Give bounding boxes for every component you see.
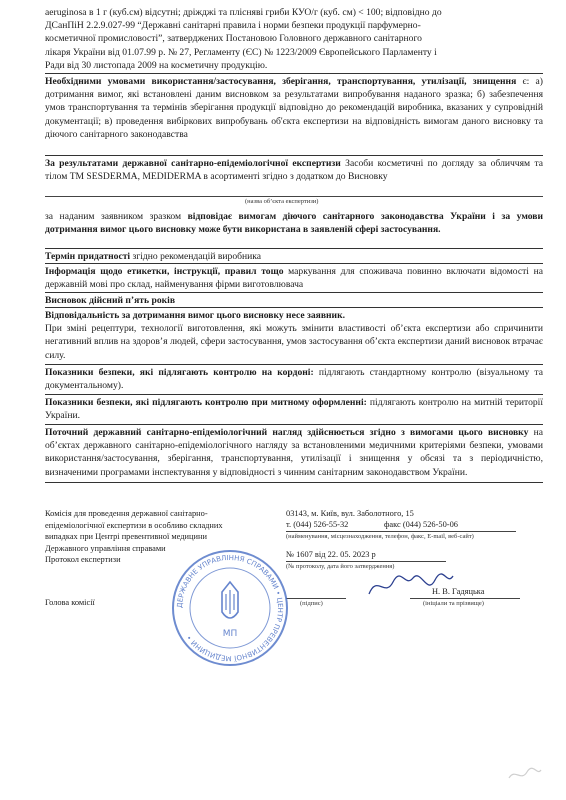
validity-heading: Висновок дійсний п’ять років: [45, 295, 175, 306]
underline: [286, 531, 516, 532]
label-heading: Інформація щодо етикетки, інструкції, правил тощо: [45, 266, 284, 277]
divider: [45, 263, 543, 264]
underline: [286, 561, 446, 562]
signer-name: Н. В. Гадяцька: [432, 587, 485, 596]
customs-text: підлягають контролю на митній території України.: [45, 397, 544, 422]
commission-line: Комісія для проведення державної санітарно-: [45, 509, 208, 518]
compliance-section: [45, 210, 543, 236]
divider: [45, 248, 543, 249]
supervision-text: на об’єктах державного санітарно-епідеміологічного нагляду за встановленими медичними критеріями безпеки, умовами використання/застосування, зберігання, транспортування, утилізації і знищення у обсязі та з періодичністю, визначеними програмами інспектування у відповідності з чинним санітарним законодавством України.: [45, 427, 543, 478]
official-stamp-icon: [170, 548, 290, 668]
responsibility-heading: Відповідальність за дотримання вимог цього висновку несе заявник.: [45, 310, 345, 321]
divider: [45, 424, 543, 425]
protocol-label: Протокол експертизи: [45, 555, 121, 564]
object-name-note: (назва об’єкта експертизи): [245, 198, 319, 205]
divider: [45, 482, 543, 483]
border-control-heading: Показники безпеки, які підлягають контролю на кордоні:: [45, 367, 314, 378]
intro-line: Ради від 30 листопада 2009 на косметичну продукцію.: [45, 59, 268, 71]
validity-section: [45, 294, 543, 307]
divider: [45, 307, 543, 308]
intro-line: ДСанПіН 2.2.9.027-99 “Державні санітарні правила і норми безпеки продукції парфумерно-: [45, 20, 421, 32]
label-text: маркування для споживача повинно включати відомості на державній мові про склад, найменування фірми виготовлювача: [45, 266, 543, 291]
underline: [45, 196, 543, 197]
divider: [45, 364, 543, 365]
results-section: [45, 157, 543, 183]
stamp-code: МП: [222, 629, 238, 639]
commission-line: випадках при Центрі превентивної медицини: [45, 532, 207, 541]
divider: [45, 73, 543, 74]
customs-section: [45, 396, 543, 422]
intro-paragraph: [45, 6, 543, 72]
head-of-commission: Голова комісії: [45, 598, 95, 607]
conditions-section: [45, 75, 543, 141]
shelf-life-text: згідно рекомендацій виробника: [130, 251, 262, 262]
commission-line: Державного управління справами: [45, 543, 166, 553]
divider: [45, 292, 543, 293]
faint-mark-icon: [505, 760, 545, 786]
border-control-section: [45, 366, 543, 392]
results-heading: За результатами державної санітарно-епідеміологічної експертизи: [45, 158, 341, 169]
results-text: Засоби косметичні по догляду за обличчям та тілом ТМ SESDERMA, MEDIDERMA в асортименті згідно з додатком до Висновку: [45, 158, 544, 183]
conditions-text: є: а) дотримання вимог, які встановлені даним висновком за результатами випробування наданого зразка; б) забезпечення умов транспортування та термінів зберігання продукції відповідно до рекомендацій виробника, вказаних у супровідній документації; в) проведення вибіркових випробувань об'єкта експертизи на відповідність вимогам даного висновку та діючого санітарного законодавства: [45, 76, 543, 140]
intro-line: косметичної промисловості”, затверджених Постановою Головного державного санітарного: [45, 33, 422, 45]
signature-icon: [365, 568, 455, 602]
compliance-text: за наданим заявником зразком: [45, 211, 188, 222]
compliance-bold: відповідає вимогам діючого санітарного законодавства України і за умови дотримання вимог цього висновку може бути використана в заявленій сфері застосування.: [45, 211, 544, 236]
border-control-text: підлягають стандартному контролю (візуальному та документальному).: [45, 367, 543, 392]
protocol-number: № 1607 від 22. 05. 2023 р: [286, 550, 376, 559]
fax: факс (044) 526-50-06: [384, 520, 458, 529]
responsibility-section: [45, 309, 543, 362]
supervision-heading: Поточний державний санітарно-епідеміологічний нагляд здійснюється згідно з вимогами цього висновку: [45, 427, 529, 438]
shelf-life-heading: Термін придатності: [45, 251, 131, 262]
supervision-section: [45, 426, 543, 479]
protocol-note: (№ протоколу, дата його затвердження): [286, 563, 395, 570]
commission-line: епідеміологічної експертизи в особливо складних: [45, 520, 223, 530]
label-section: [45, 265, 543, 291]
conditions-heading: Необхідними умовами використання/застосування, зберігання, транспортування, утилізації, знищення: [45, 76, 517, 87]
stamp-ring-text: ДЕРЖАВНЕ УПРАВЛІННЯ СПРАВАМИ • ЦЕНТР ПРЕВЕНТИВНОЇ МЕДИЦИНИ •: [175, 553, 285, 663]
name-note: (ініціали та прізвище): [423, 600, 484, 607]
divider: [45, 155, 543, 156]
shelf-life-section: [45, 250, 543, 263]
intro-line: aeruginosa в 1 г (куб.см) відсутні; дріжджі та плісняві гриби КУО/г (куб. см) < 100; відповідно до: [45, 7, 442, 18]
responsibility-text: При зміні рецептури, технології виготовлення, які можуть змінити властивості об’єкта експертизи або спричинити негативний вплив на здоров’я людей, сфери застосування, умов застосування об’єкта експертизи даний висновок втрачає силу.: [45, 323, 543, 361]
phone: т. (044) 526-55-32: [286, 520, 349, 529]
address-line: 03143, м. Київ, вул. Заболотного, 15: [286, 509, 414, 518]
customs-heading: Показники безпеки, які підлягають контролю при митному оформленні:: [45, 397, 367, 408]
intro-line: лікаря України від 01.07.99 р. № 27, Регламенту (ЄС) № 1223/2009 Європейського Парламенту і: [45, 46, 437, 58]
signature-note: (підпис): [300, 600, 323, 607]
divider: [45, 394, 543, 395]
address-note: (найменування, місцезнаходження, телефон, факс, E-mail, веб-сайт): [286, 533, 474, 540]
underline: [286, 598, 346, 599]
